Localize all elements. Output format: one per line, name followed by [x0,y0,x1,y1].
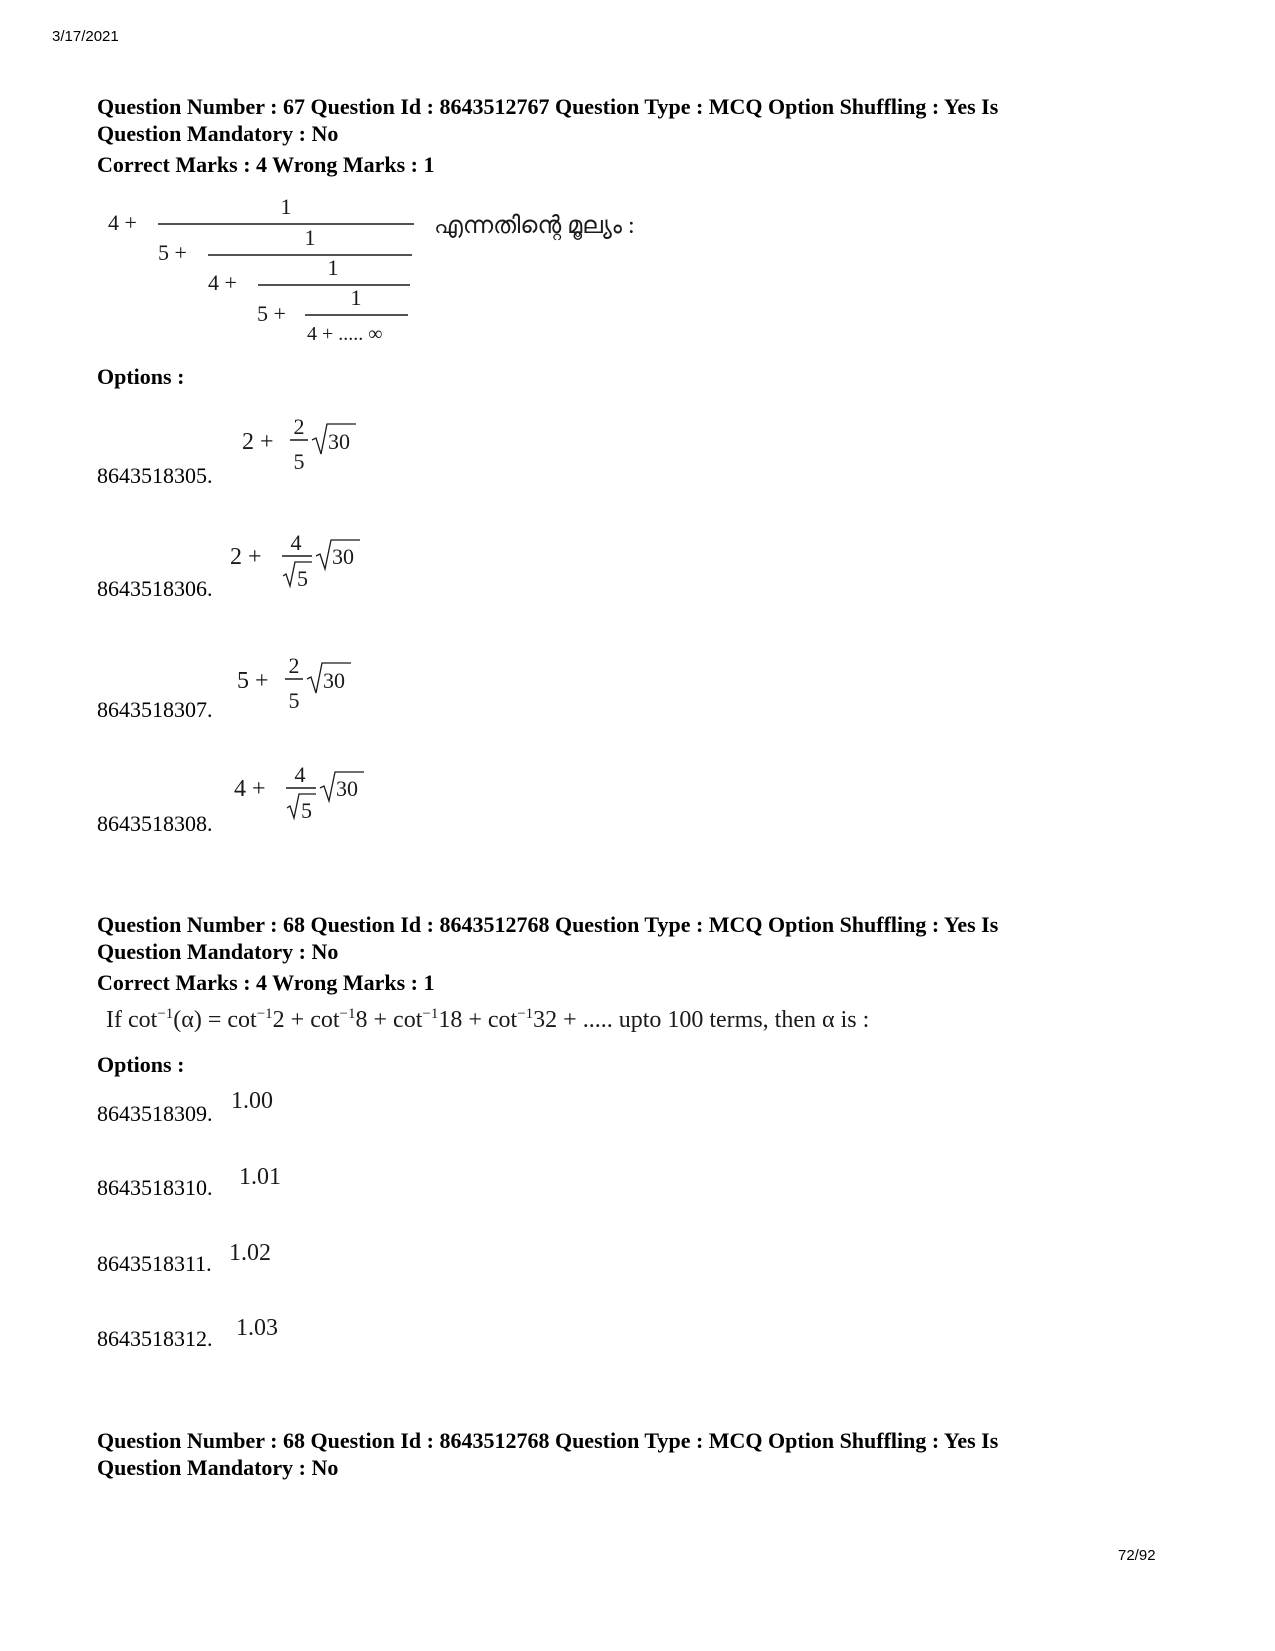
q68-stem-sup-4: −1 [422,1006,439,1022]
print-date: 3/17/2021 [52,28,119,45]
q68-header-line1: Question Number : 68 Question Id : 8643512768 Question Type : MCQ Option Shuffling : Yes Is [97,912,999,937]
cf-term-6: 1 [327,255,339,280]
q67-option-3-den: 5 [288,688,300,713]
q67-continued-fraction [100,190,680,350]
q67-option-4-expr [232,760,382,826]
q68-option-3-value: 1.02 [229,1240,271,1266]
cf-term-9: 4 + ..... ∞ [307,323,383,345]
cf-term-3: 5 + [158,240,187,265]
q67-option-1-num: 2 [293,414,305,439]
q67-header-line2: Question Mandatory : No [97,121,339,146]
q67-option-3-expr [235,651,375,713]
q67-option-1-expr [240,412,380,474]
cf-term-4: 1 [304,225,316,250]
q67-option-1-id: 8643518305. [97,463,213,488]
q67-option-3-int: 5 + [237,668,269,694]
q68-repeat-header-line1: Question Number : 68 Question Id : 8643512768 Question Type : MCQ Option Shuffling : Yes Is [97,1428,999,1453]
q68-stem-term-2: 8 + cot [355,1007,423,1033]
q67-malayalam-text: എന്നതിന്റെ മൂല്യം : [434,213,635,239]
q67-option-4-int: 4 + [234,776,266,802]
cf-term-2: 1 [280,194,292,219]
cf-term-8: 1 [350,285,362,310]
q68-header-line2: Question Mandatory : No [97,939,339,964]
q68-options-label: Options : [97,1052,185,1077]
cf-term-1: 4 + [108,210,137,235]
q68-repeat-header-line2: Question Mandatory : No [97,1455,339,1480]
q67-header [97,93,1117,147]
q68-option-1-id: 8643518309. [97,1101,213,1126]
q67-option-2-radicand: 30 [332,544,354,569]
q68-stem-sup-3: −1 [339,1006,356,1022]
q68-header [97,911,1117,965]
q67-option-2-den: 5 [297,566,308,591]
q68-stem-term-4: 32 + ..... upto 100 terms, then α is : [533,1007,870,1033]
q68-stem-sup-2: −1 [256,1006,273,1022]
q67-header-line1: Question Number : 67 Question Id : 8643512767 Question Type : MCQ Option Shuffling : Yes Is [97,94,999,119]
q67-option-4-den: 5 [301,798,312,823]
q68-option-4-id: 8643518312. [97,1326,213,1351]
q67-option-1-int: 2 + [242,429,274,455]
q68-stem-sup-5: −1 [517,1006,534,1022]
q67-option-1-radicand: 30 [328,429,350,454]
q68-option-2-id: 8643518310. [97,1175,213,1200]
q67-option-3-num: 2 [288,653,300,678]
q67-option-1-den: 5 [293,449,305,474]
q67-marks: Correct Marks : 4 Wrong Marks : 1 [97,152,435,177]
q68-option-2-value: 1.01 [239,1164,281,1190]
q68-stem-sup-1: −1 [157,1006,174,1022]
q67-option-4-num: 4 [294,762,306,787]
q67-option-2-id: 8643518306. [97,576,213,601]
q68-stem-arg: (α) = cot [173,1007,257,1033]
q67-option-3-id: 8643518307. [97,697,213,722]
cf-term-7: 5 + [257,301,286,326]
q67-option-2-int: 2 + [230,544,262,570]
q67-option-2-num: 4 [290,530,302,555]
q68-option-3-id: 8643518311. [97,1251,212,1276]
q67-option-4-id: 8643518308. [97,811,213,836]
cf-term-5: 4 + [208,270,237,295]
q67-option-4-radicand: 30 [336,776,358,801]
page-number: 72/92 [1118,1547,1156,1564]
q68-stem [106,1006,869,1034]
q68-stem-term-3: 18 + cot [438,1007,518,1033]
q68-option-4-value: 1.03 [236,1315,278,1341]
q68-stem-prefix: If cot [106,1007,158,1033]
q68-repeat-header [97,1427,1117,1481]
q68-marks: Correct Marks : 4 Wrong Marks : 1 [97,970,435,995]
q67-option-2-expr [228,528,378,594]
q68-stem-term-1: 2 + cot [272,1007,340,1033]
q68-option-1-value: 1.00 [231,1088,273,1114]
q67-option-3-radicand: 30 [323,668,345,693]
q67-options-label: Options : [97,364,185,389]
